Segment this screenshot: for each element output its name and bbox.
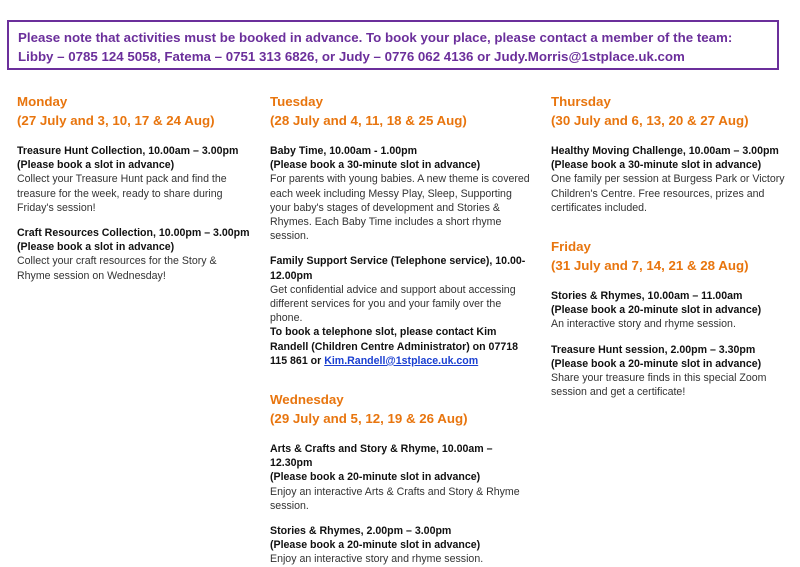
day-dates: (28 July and 4, 11, 18 & 25 Aug) bbox=[270, 113, 467, 128]
day-wednesday bbox=[270, 390, 535, 567]
day-dates: (31 July and 7, 14, 21 & 28 Aug) bbox=[551, 258, 749, 274]
day-heading: Tuesday bbox=[270, 94, 323, 109]
day-thursday bbox=[551, 92, 786, 215]
event-description: Collect your Treasure Hunt pack and find the treasure for the week, ready to share during Friday's session! bbox=[17, 173, 227, 214]
event-item bbox=[551, 289, 786, 332]
day-dates: (27 July and 3, 10, 17 & 24 Aug) bbox=[17, 113, 215, 128]
event-description: Get confidential advice and support about accessing different services for you and your family over the phone. bbox=[270, 283, 516, 325]
event-item bbox=[17, 226, 252, 283]
event-item bbox=[17, 144, 252, 215]
event-contact bbox=[270, 325, 535, 368]
event-description: An interactive story and rhyme session. bbox=[551, 318, 736, 331]
event-title: Craft Resources Collection, 10.00pm – 3.00pm bbox=[17, 227, 250, 240]
day-heading: Thursday bbox=[551, 94, 611, 109]
event-title: Baby Time, 10.00am - 1.00pm bbox=[270, 145, 418, 157]
event-description: One family per session at Burgess Park or Victory Children's Centre. Free resources, prizes and certificates included. bbox=[551, 173, 785, 214]
event-item bbox=[270, 144, 535, 243]
event-item bbox=[551, 343, 786, 400]
booking-notice bbox=[7, 20, 779, 70]
notice-line-1: Please note that activities must be booked in advance. To book your place, please contact a member of the team: bbox=[18, 30, 733, 45]
day-heading: Wednesday bbox=[270, 392, 344, 408]
event-booking-note: (Please book a 20-minute slot in advance) bbox=[551, 304, 762, 317]
column-thursday-friday bbox=[551, 92, 786, 399]
event-description: For parents with young babies. A new theme is covered each week including Messy Play, Sleep, Supporting your baby's stages of development and Stories & Rhymes. Each Baby Time includes a short rhyme session. bbox=[270, 173, 530, 243]
column-monday bbox=[17, 92, 252, 283]
event-item bbox=[270, 524, 535, 567]
event-item bbox=[551, 144, 786, 215]
event-title: Treasure Hunt session, 2.00pm – 3.30pm bbox=[551, 343, 756, 356]
day-tuesday bbox=[270, 92, 535, 368]
event-booking-note: (Please book a slot in advance) bbox=[17, 241, 175, 254]
event-description: Collect your craft resources for the Story & Rhyme session on Wednesday! bbox=[17, 255, 217, 282]
day-monday bbox=[17, 92, 252, 283]
event-booking-note: (Please book a 30-minute slot in advance) bbox=[270, 159, 481, 172]
event-booking-note: (Please book a 20-minute slot in advance) bbox=[270, 539, 481, 552]
event-booking-note: (Please book a 20-minute slot in advance) bbox=[270, 471, 481, 484]
event-item bbox=[270, 254, 535, 368]
day-friday bbox=[551, 237, 786, 399]
event-title: Stories & Rhymes, 10.00am – 11.00am bbox=[551, 290, 743, 303]
event-description: Share your treasure finds in this special Zoom session and get a certificate! bbox=[551, 372, 767, 399]
event-description: Enjoy an interactive story and rhyme session. bbox=[270, 553, 484, 566]
event-booking-note: (Please book a 20-minute slot in advance) bbox=[551, 357, 762, 370]
contact-text: To book a telephone slot, please contact Kim Randell (Children Centre Administrator) on 07718 115 861 or bbox=[270, 326, 519, 367]
event-item bbox=[270, 442, 535, 513]
day-dates: (30 July and 6, 13, 20 & 27 Aug) bbox=[551, 113, 749, 128]
day-heading: Monday bbox=[17, 94, 68, 109]
event-title: Treasure Hunt Collection, 10.00am – 3.00pm bbox=[17, 145, 239, 157]
event-title: Stories & Rhymes, 2.00pm – 3.00pm bbox=[270, 525, 452, 538]
day-dates: (29 July and 5, 12, 19 & 26 Aug) bbox=[270, 411, 468, 427]
column-tuesday-wednesday bbox=[270, 92, 535, 567]
event-booking-note: (Please book a slot in advance) bbox=[17, 159, 175, 172]
day-heading: Friday bbox=[551, 239, 591, 255]
event-description: Enjoy an interactive Arts & Crafts and Story & Rhyme session. bbox=[270, 485, 520, 512]
event-title: Arts & Crafts and Story & Rhyme, 10.00am – 12.30pm bbox=[270, 443, 493, 470]
email-link[interactable]: Kim.Randell@1stplace.uk.com bbox=[324, 354, 479, 367]
notice-line-2: Libby – 0785 124 5058, Fatema – 0751 313 6826, or Judy – 0776 062 4136 or Judy.Morris@1stplace.uk.com bbox=[18, 49, 685, 64]
event-title: Family Support Service (Telephone service), 10.00-12.00pm bbox=[270, 255, 526, 282]
event-booking-note: (Please book a 30-minute slot in advance) bbox=[551, 159, 762, 172]
event-title: Healthy Moving Challenge, 10.00am – 3.00pm bbox=[551, 145, 779, 157]
